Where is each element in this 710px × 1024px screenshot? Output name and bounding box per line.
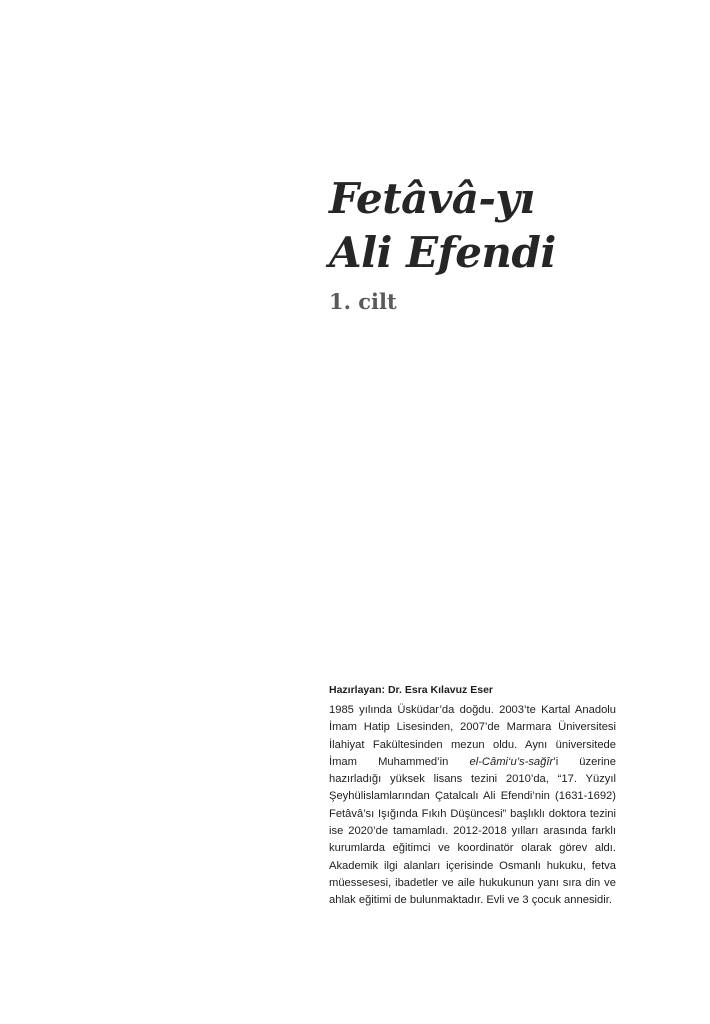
book-title-line-2: Ali Efendi — [329, 228, 556, 277]
author-biography — [329, 702, 616, 910]
book-title-line-1: Fetâvâ-yı — [329, 174, 535, 223]
bio-text-part-1: 1985 yılında Üsküdar’da doğdu. 2003’te Kartal Anadolu İmam Hatip Lisesinden, 2007’de Marmara Üniversitesi İlahiyat Fakültesinden mezun oldu. Aynı üniversitede İmam Muhammed’in — [329, 704, 616, 768]
prepared-by-heading: Hazırlayan: Dr. Esra Kılavuz Eser — [329, 684, 493, 696]
bio-text-part-2: ’i üzerine hazırladığı yüksek lisans tezini 2010’da, “17. Yüzyıl Şeyhülislamlarından Çatalcalı Ali Efendi’nin (1631-1692) Fetâvâ’sı Işığında Fıkıh Düşüncesi” başlıklı doktora tezini ise 2020’de tamamladı. 2012-2018 yılları arasında farklı kurumlarda eğitimci ve koordinatör olarak görev aldı. Akademik ilgi alanları içerisinde Osmanlı hukuku, fetva müessesesi, ibadetler ve aile hukukunun yanı sıra din ve ahlak eğitimi de bulunmaktadır. Evli ve 3 çocuk annesidir. — [329, 755, 616, 907]
author-bio-block — [329, 683, 616, 910]
bio-book-title: el-Câmi‘u’s-sağîr — [469, 755, 554, 768]
title-block — [329, 172, 669, 316]
volume-label: 1. cilt — [329, 289, 397, 314]
